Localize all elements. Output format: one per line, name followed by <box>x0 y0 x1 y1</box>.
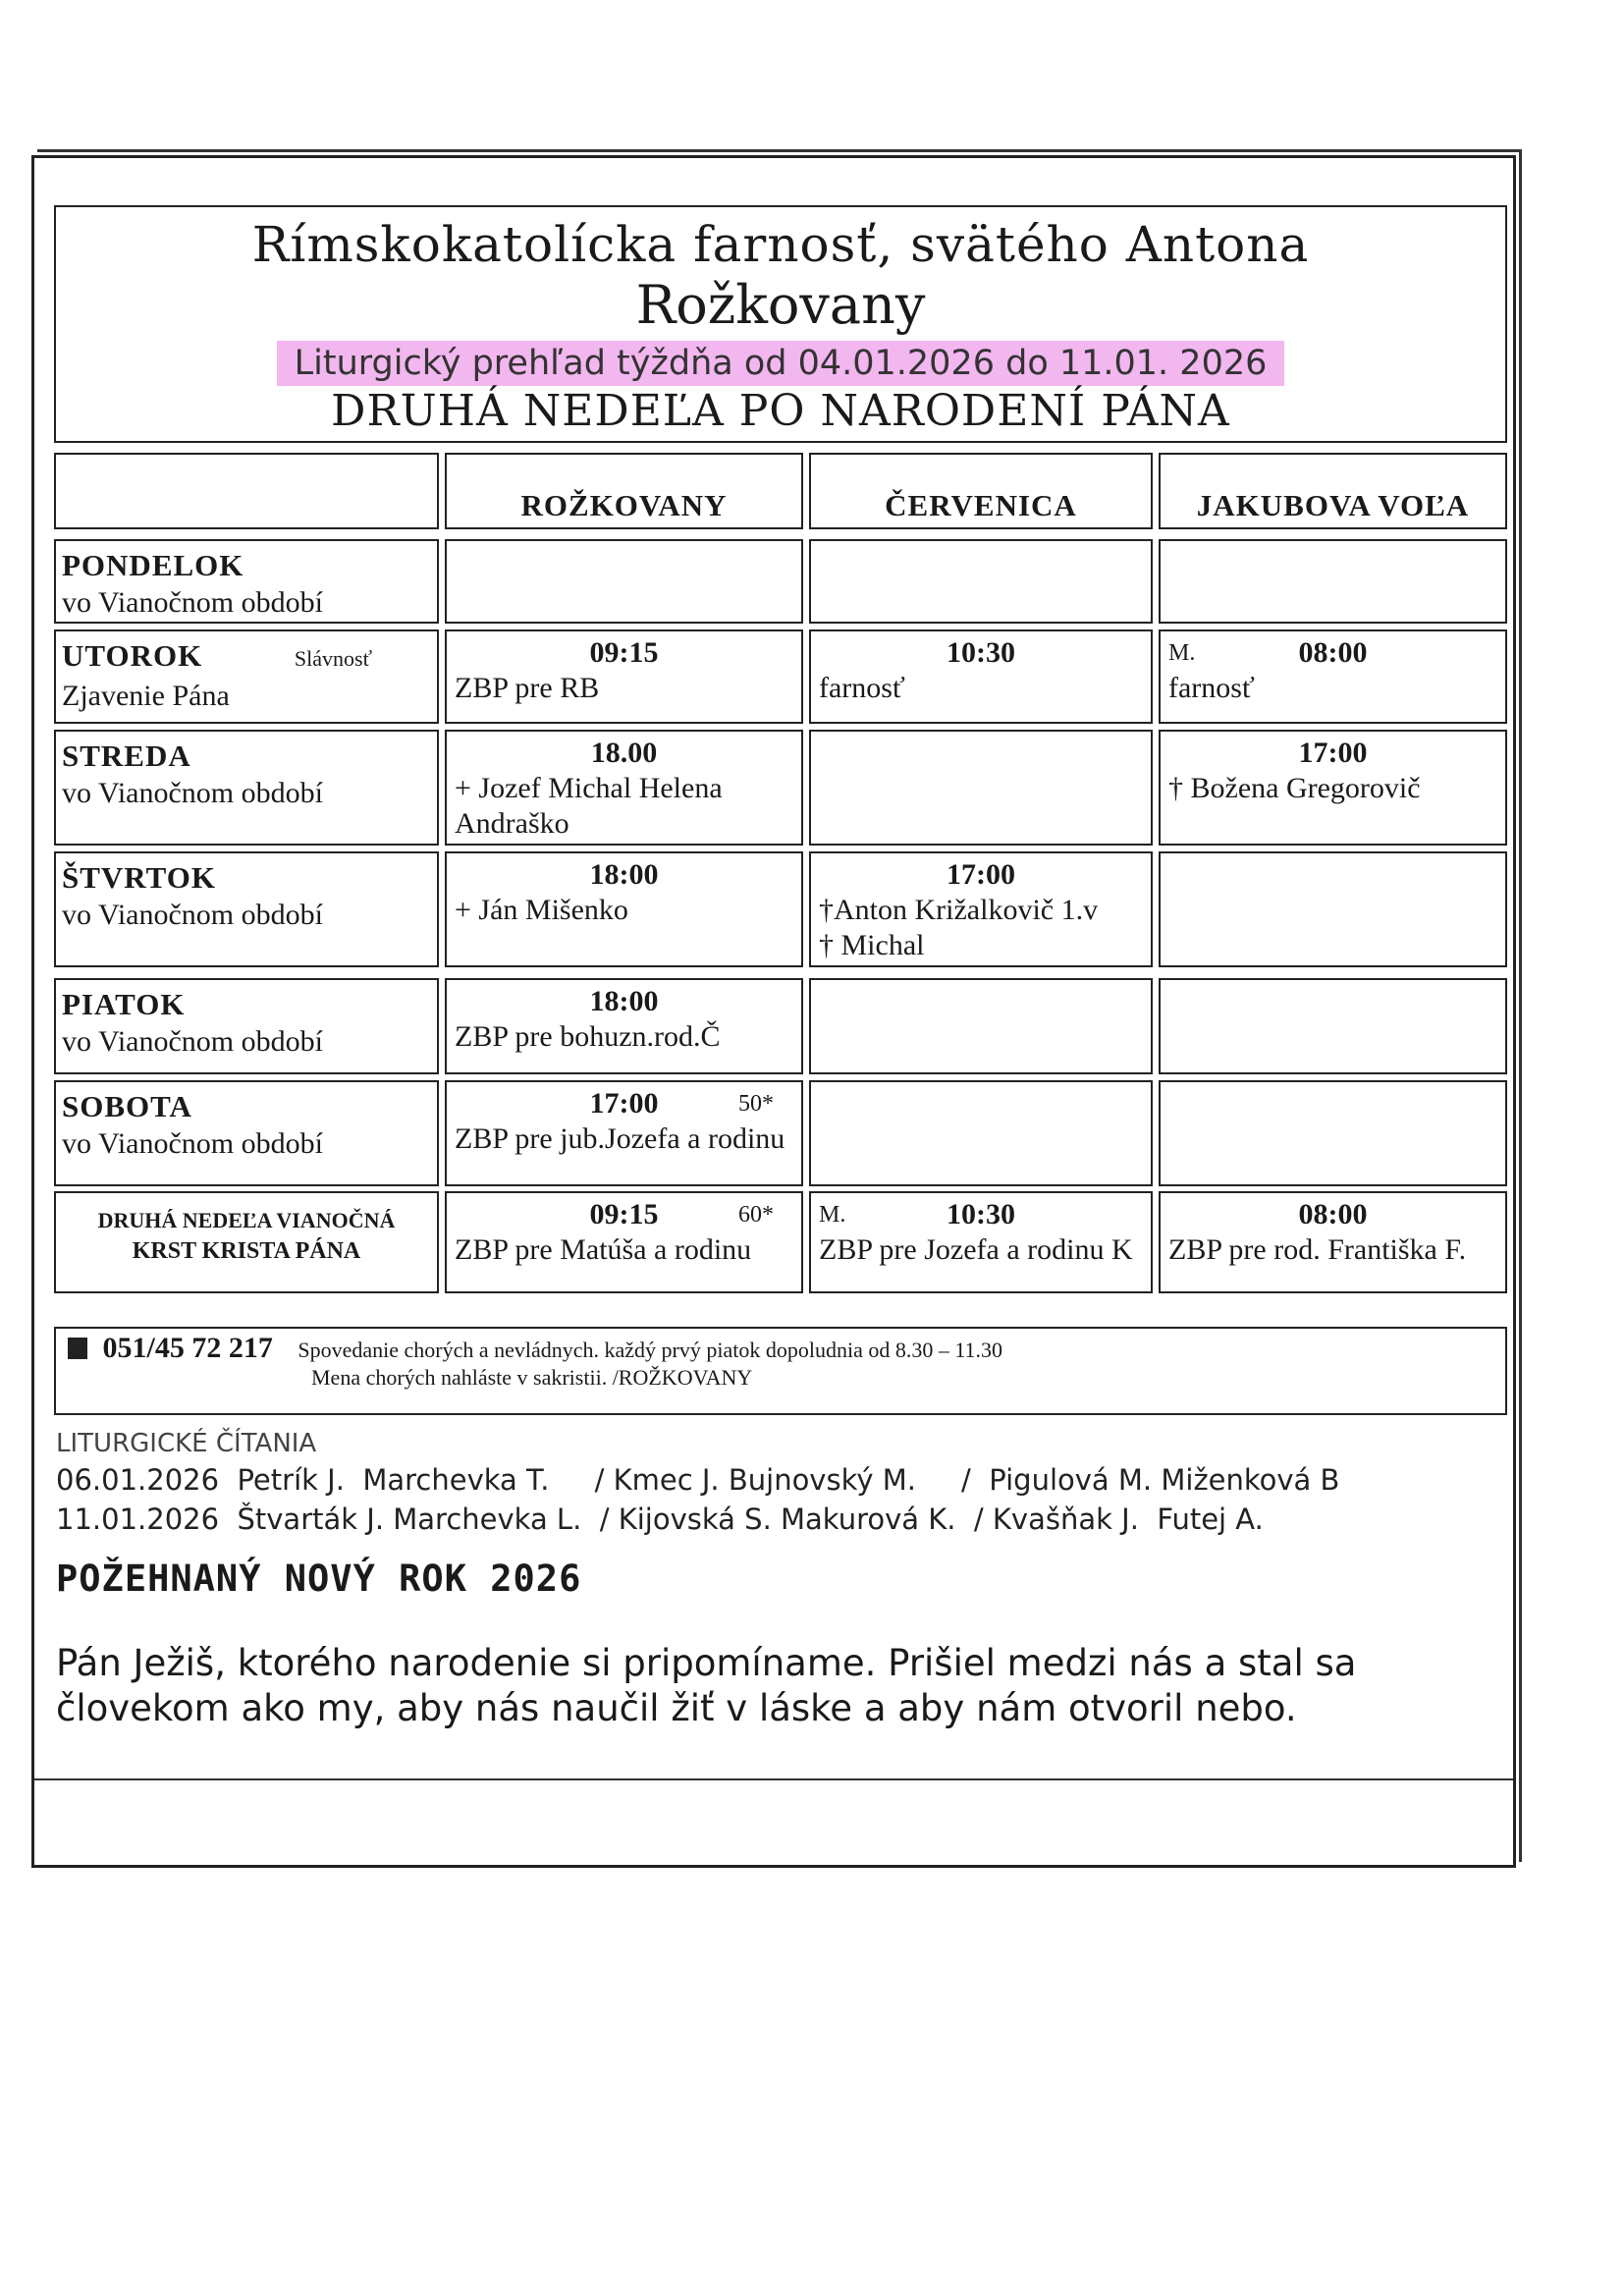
mass-intention: ZBP pre jub.Jozefa a rodinu <box>455 1122 785 1155</box>
mass-intention: ZBP pre Matúša a rodinu <box>455 1233 752 1266</box>
christmas-message: Pán Ježiš, ktorého narodenie si pripomíname. Prišiel medzi nás a stal sa človekom ako my, aby nás naučil žiť v láske a aby nám otvoril nebo. <box>56 1642 1357 1729</box>
day-subtitle: vo Vianočnom období <box>62 1127 323 1160</box>
readings-row: 11.01.2026 Štvarták J. Marchevka L. / Kijovská S. Makurová K. / Kvašňak J. Futej A. <box>56 1503 1264 1536</box>
contact-box <box>54 1327 1507 1415</box>
mass-intention: + Ján Mišenko <box>455 894 628 926</box>
day-cell <box>54 539 439 624</box>
mass-intention: † Michal <box>819 929 925 961</box>
mass-time: 17:00 <box>947 858 1015 891</box>
mass-time: 18:00 <box>589 858 659 891</box>
day-subtitle: vo Vianočnom období <box>62 1025 323 1058</box>
jubilee-mark: 50* <box>738 1091 774 1117</box>
mass-time: 10:30 <box>947 1198 1015 1230</box>
mass-time: 10:30 <box>947 636 1015 669</box>
readings-row: 06.01.2026 Petrík J. Marchevka T. / Kmec J. Bujnovský M. / Pigulová M. Miženková B <box>56 1463 1340 1497</box>
readings-title: LITURGICKÉ ČÍTANIA <box>56 1429 317 1458</box>
parish-name: Rímskokatolícka farnosť, svätého Antona <box>251 216 1310 273</box>
day-name: DRUHÁ NEDEĽA VIANOČNÁ <box>97 1208 396 1232</box>
mass-time: 18.00 <box>590 737 658 769</box>
mass-intention: ZBP pre RB <box>455 672 600 704</box>
mass-cell <box>809 1080 1153 1186</box>
day-subtitle: vo Vianočnom období <box>62 777 323 809</box>
mass-cell <box>1159 978 1507 1074</box>
mass-cell <box>445 629 803 724</box>
mass-cell <box>809 978 1153 1074</box>
mass-cell <box>1159 539 1507 624</box>
mass-intention: †Anton Križalkovič 1.v <box>819 894 1099 926</box>
parish-town: Rožkovany <box>635 274 926 336</box>
mass-time: 17:00 <box>1298 737 1368 769</box>
mass-time: 18:00 <box>589 985 659 1017</box>
week-overview: Liturgický prehľad týždňa od 04.01.2026 do 11.01. 2026 <box>277 341 1285 386</box>
sick-names-info: Mena chorých nahláste v sakristii. /ROŽKOVANY <box>311 1365 753 1390</box>
sunday-title: DRUHÁ NEDEĽA PO NARODENÍ PÁNA <box>331 386 1230 436</box>
mass-intention: farnosť <box>819 672 905 704</box>
mass-cell <box>445 539 803 624</box>
mass-time: 09:15 <box>589 1198 659 1230</box>
mass-intention: ZBP pre bohuzn.rod.Č <box>455 1020 721 1053</box>
column-header: ČERVENICA <box>809 453 1153 529</box>
mass-time: 08:00 <box>1298 636 1368 669</box>
mass-cell <box>445 730 803 846</box>
mass-cell <box>809 1191 1153 1293</box>
phone-number: 051/45 72 217 <box>102 1332 273 1364</box>
confession-info: Spovedanie chorých a nevládnych. každý prvý piatok dopoludnia od 8.30 – 11.30 <box>298 1338 1003 1362</box>
mass-time: 08:00 <box>1298 1198 1368 1230</box>
mass-intention: Andraško <box>455 807 569 840</box>
mass-time: 17:00 <box>589 1087 659 1120</box>
mass-intention: ZBP pre rod. Františka F. <box>1168 1233 1467 1266</box>
mass-cell <box>1159 1191 1507 1293</box>
day-cell <box>54 851 439 967</box>
corner-cell <box>54 453 439 529</box>
new-year-blessing: POŽEHNANÝ NOVÝ ROK 2026 <box>56 1558 582 1600</box>
jubilee-mark: 60* <box>738 1202 774 1228</box>
day-cell <box>54 978 439 1074</box>
mass-cell <box>1159 730 1507 846</box>
mass-cell <box>445 1080 803 1186</box>
day-cell <box>54 1191 439 1293</box>
column-header: ROŽKOVANY <box>445 453 803 529</box>
day-name: ŠTVRTOK <box>62 860 216 895</box>
bottom-rule <box>34 1778 1513 1780</box>
day-subtitle: vo Vianočnom období <box>62 899 323 931</box>
mass-cell <box>1159 851 1507 967</box>
mass-intention: farnosť <box>1168 672 1255 704</box>
mass-cell <box>809 539 1153 624</box>
day-name: PIATOK <box>62 987 186 1021</box>
mass-cell <box>1159 629 1507 724</box>
header <box>54 205 1507 443</box>
mass-cell <box>445 978 803 1074</box>
column-header: JAKUBOVA VOĽA <box>1159 453 1507 529</box>
mass-cell <box>445 851 803 967</box>
mass-cell <box>809 730 1153 846</box>
mass-cell <box>445 1191 803 1293</box>
feast-tag: Slávnosť <box>294 646 372 671</box>
day-subtitle: Zjavenie Pána <box>62 680 230 712</box>
mass-cell <box>809 629 1153 724</box>
bulletin-sheet <box>31 155 1516 1868</box>
day-cell <box>54 1080 439 1186</box>
day-subtitle: KRST KRISTA PÁNA <box>132 1238 361 1264</box>
mass-prefix: M. <box>1168 640 1196 666</box>
mass-cell <box>809 851 1153 967</box>
day-name: PONDELOK <box>62 548 244 582</box>
phone-icon <box>68 1338 87 1359</box>
day-name: UTOROK <box>62 638 203 673</box>
day-cell <box>54 629 439 724</box>
day-subtitle: vo Vianočnom období <box>62 586 323 619</box>
mass-intention: + Jozef Michal Helena <box>455 772 723 804</box>
mass-intention: † Božena Gregorovič <box>1168 772 1421 804</box>
readings-section <box>56 1427 1509 1539</box>
mass-time: 09:15 <box>589 636 659 669</box>
mass-prefix: M. <box>819 1202 846 1228</box>
mass-intention: ZBP pre Jozefa a rodinu K <box>819 1233 1133 1266</box>
mass-cell <box>1159 1080 1507 1186</box>
day-cell <box>54 730 439 846</box>
day-name: STREDA <box>62 738 191 773</box>
day-name: SOBOTA <box>62 1089 192 1123</box>
